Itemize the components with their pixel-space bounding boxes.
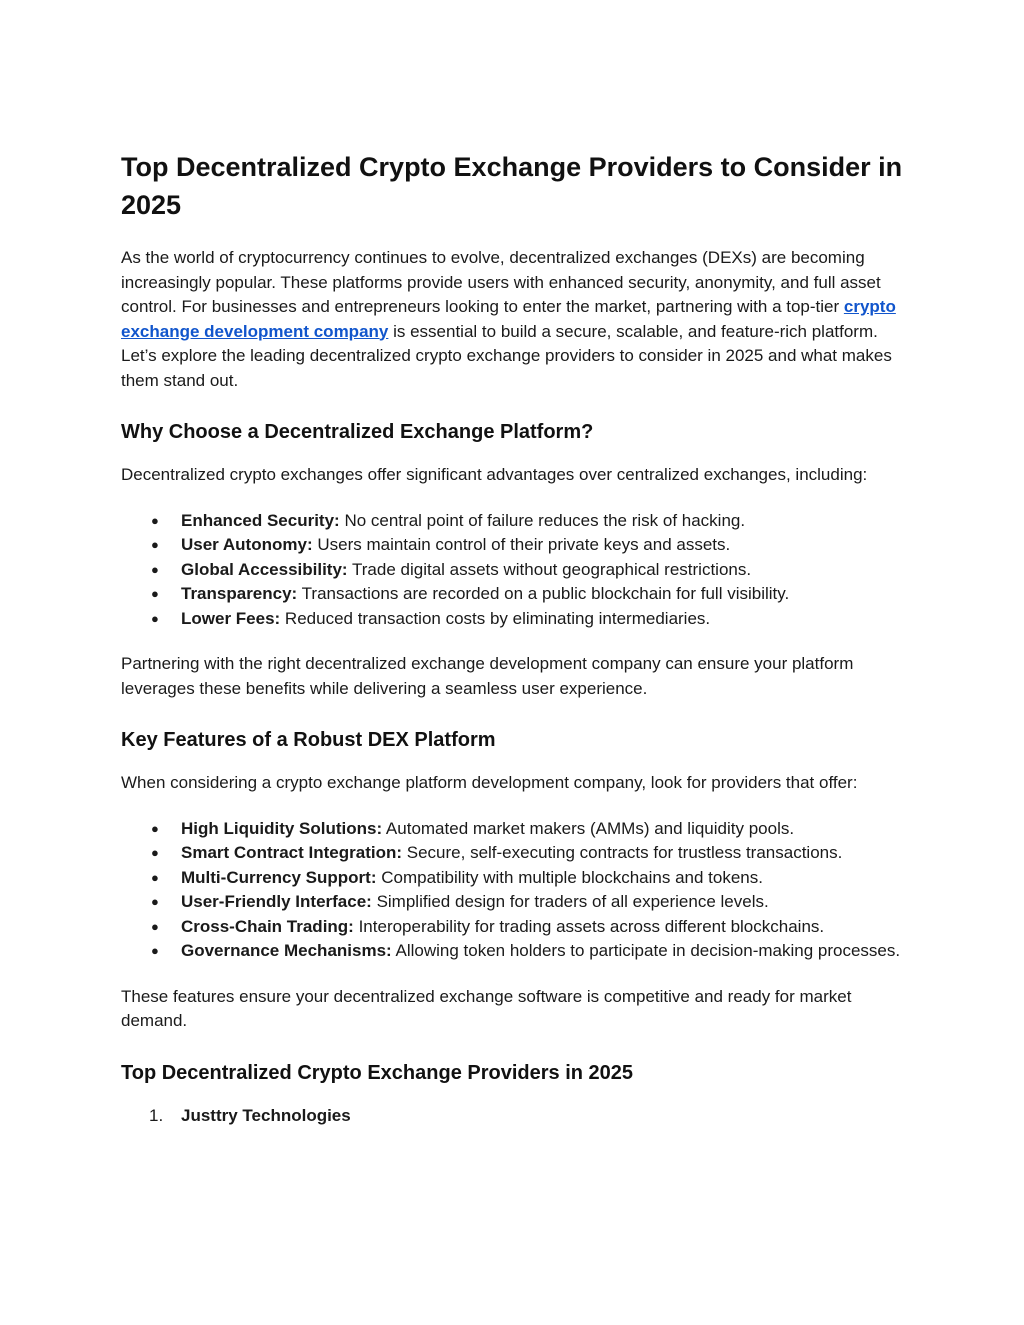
section-heading-why-choose: Why Choose a Decentralized Exchange Platform? [121, 421, 594, 443]
list-item-text: Automated market makers (AMMs) and liquidity pools. [382, 818, 795, 838]
section-why-choose-lead: Decentralized crypto exchanges offer significant advantages over centralized exchanges, including: [121, 465, 868, 484]
list-item [121, 607, 906, 632]
list-item-label: Enhanced Security: [181, 510, 340, 530]
list-item-text: Interoperability for trading assets across different blockchains. [353, 916, 825, 936]
intro-text-before: As the world of cryptocurrency continues to evolve, decentralized exchanges (DEXs) are becoming increasingly popular. These platforms provide users with enhanced security, anonymity, and full asset control. For businesses and entrepreneurs looking to enter the market, partnering with a top-tier [121, 248, 881, 316]
section-why-choose-closing: Partnering with the right decentralized exchange development company can ensure your platform leverages these benefits while delivering a seamless user experience. [121, 654, 854, 698]
list-item-label: Global Accessibility: [181, 559, 348, 579]
bullet-icon: ● [151, 820, 159, 836]
section-key-features-lead: When considering a crypto exchange platform development company, look for providers that offer: [121, 773, 858, 792]
list-item [121, 509, 906, 534]
list-item [121, 939, 906, 964]
list-item-text: Trade digital assets without geographical restrictions. [347, 559, 752, 579]
list-item [121, 1104, 906, 1129]
list-item [121, 915, 906, 940]
providers-list [121, 1104, 906, 1129]
page-title: Top Decentralized Crypto Exchange Providers to Consider in 2025 [121, 152, 903, 220]
list-item-label: User-Friendly Interface: [181, 892, 372, 911]
intro-paragraph [121, 246, 906, 393]
list-item [121, 866, 906, 891]
bullet-icon: ● [151, 869, 159, 885]
bullet-icon: ● [151, 512, 159, 528]
list-item-label: Cross-Chain Trading: [181, 916, 354, 936]
bullet-icon: ● [151, 894, 159, 909]
bullet-icon: ● [151, 918, 159, 934]
bullet-icon: ● [151, 561, 159, 577]
list-item-label: Justtry Technologies [181, 1105, 351, 1125]
list-item-number: 1. [149, 1105, 164, 1125]
section-heading-key-features: Key Features of a Robust DEX Platform [121, 729, 496, 751]
list-item-label: Transparency: [181, 584, 298, 603]
list-item-label: High Liquidity Solutions: [181, 818, 383, 838]
list-item [121, 533, 906, 558]
list-item [121, 582, 906, 607]
advantages-list [121, 509, 906, 632]
list-item-text: Allowing token holders to participate in decision-making processes. [391, 941, 901, 960]
crypto-exchange-development-link[interactable]: crypto exchange development company [121, 297, 896, 341]
bullet-icon: ● [151, 586, 159, 601]
list-item-label: Multi-Currency Support: [181, 867, 377, 887]
section-key-features-closing: These features ensure your decentralized exchange software is competitive and ready for market demand. [121, 986, 852, 1030]
bullet-icon: ● [151, 943, 159, 958]
bullet-icon: ● [151, 537, 159, 552]
list-item-text: No central point of failure reduces the risk of hacking. [339, 510, 746, 530]
bullet-icon: ● [151, 610, 159, 626]
list-item-label: Governance Mechanisms: [181, 941, 392, 960]
list-item-text: Users maintain control of their private keys and assets. [312, 535, 731, 554]
list-item-text: Reduced transaction costs by eliminating intermediaries. [280, 608, 711, 628]
list-item [121, 558, 906, 583]
list-item [121, 890, 906, 915]
intro-text-after: is essential to build a secure, scalable, and feature-rich platform. Let’s explore the leading decentralized crypto exchange providers to consider in 2025 and what makes them stand out. [121, 321, 892, 390]
features-list [121, 817, 906, 964]
bullet-icon: ● [151, 845, 159, 860]
list-item-label: Smart Contract Integration: [181, 843, 403, 862]
list-item-text: Transactions are recorded on a public blockchain for full visibility. [297, 584, 790, 603]
list-item-text: Compatibility with multiple blockchains and tokens. [376, 867, 763, 887]
list-item-text: Simplified design for traders of all experience levels. [371, 892, 769, 911]
list-item-text: Secure, self-executing contracts for trustless transactions. [402, 843, 843, 862]
list-item-label: User Autonomy: [181, 535, 313, 554]
list-item [121, 817, 906, 842]
section-heading-top-providers: Top Decentralized Crypto Exchange Providers in 2025 [121, 1061, 634, 1084]
document-content [121, 148, 906, 1149]
list-item [121, 841, 906, 866]
list-item-label: Lower Fees: [181, 608, 281, 628]
